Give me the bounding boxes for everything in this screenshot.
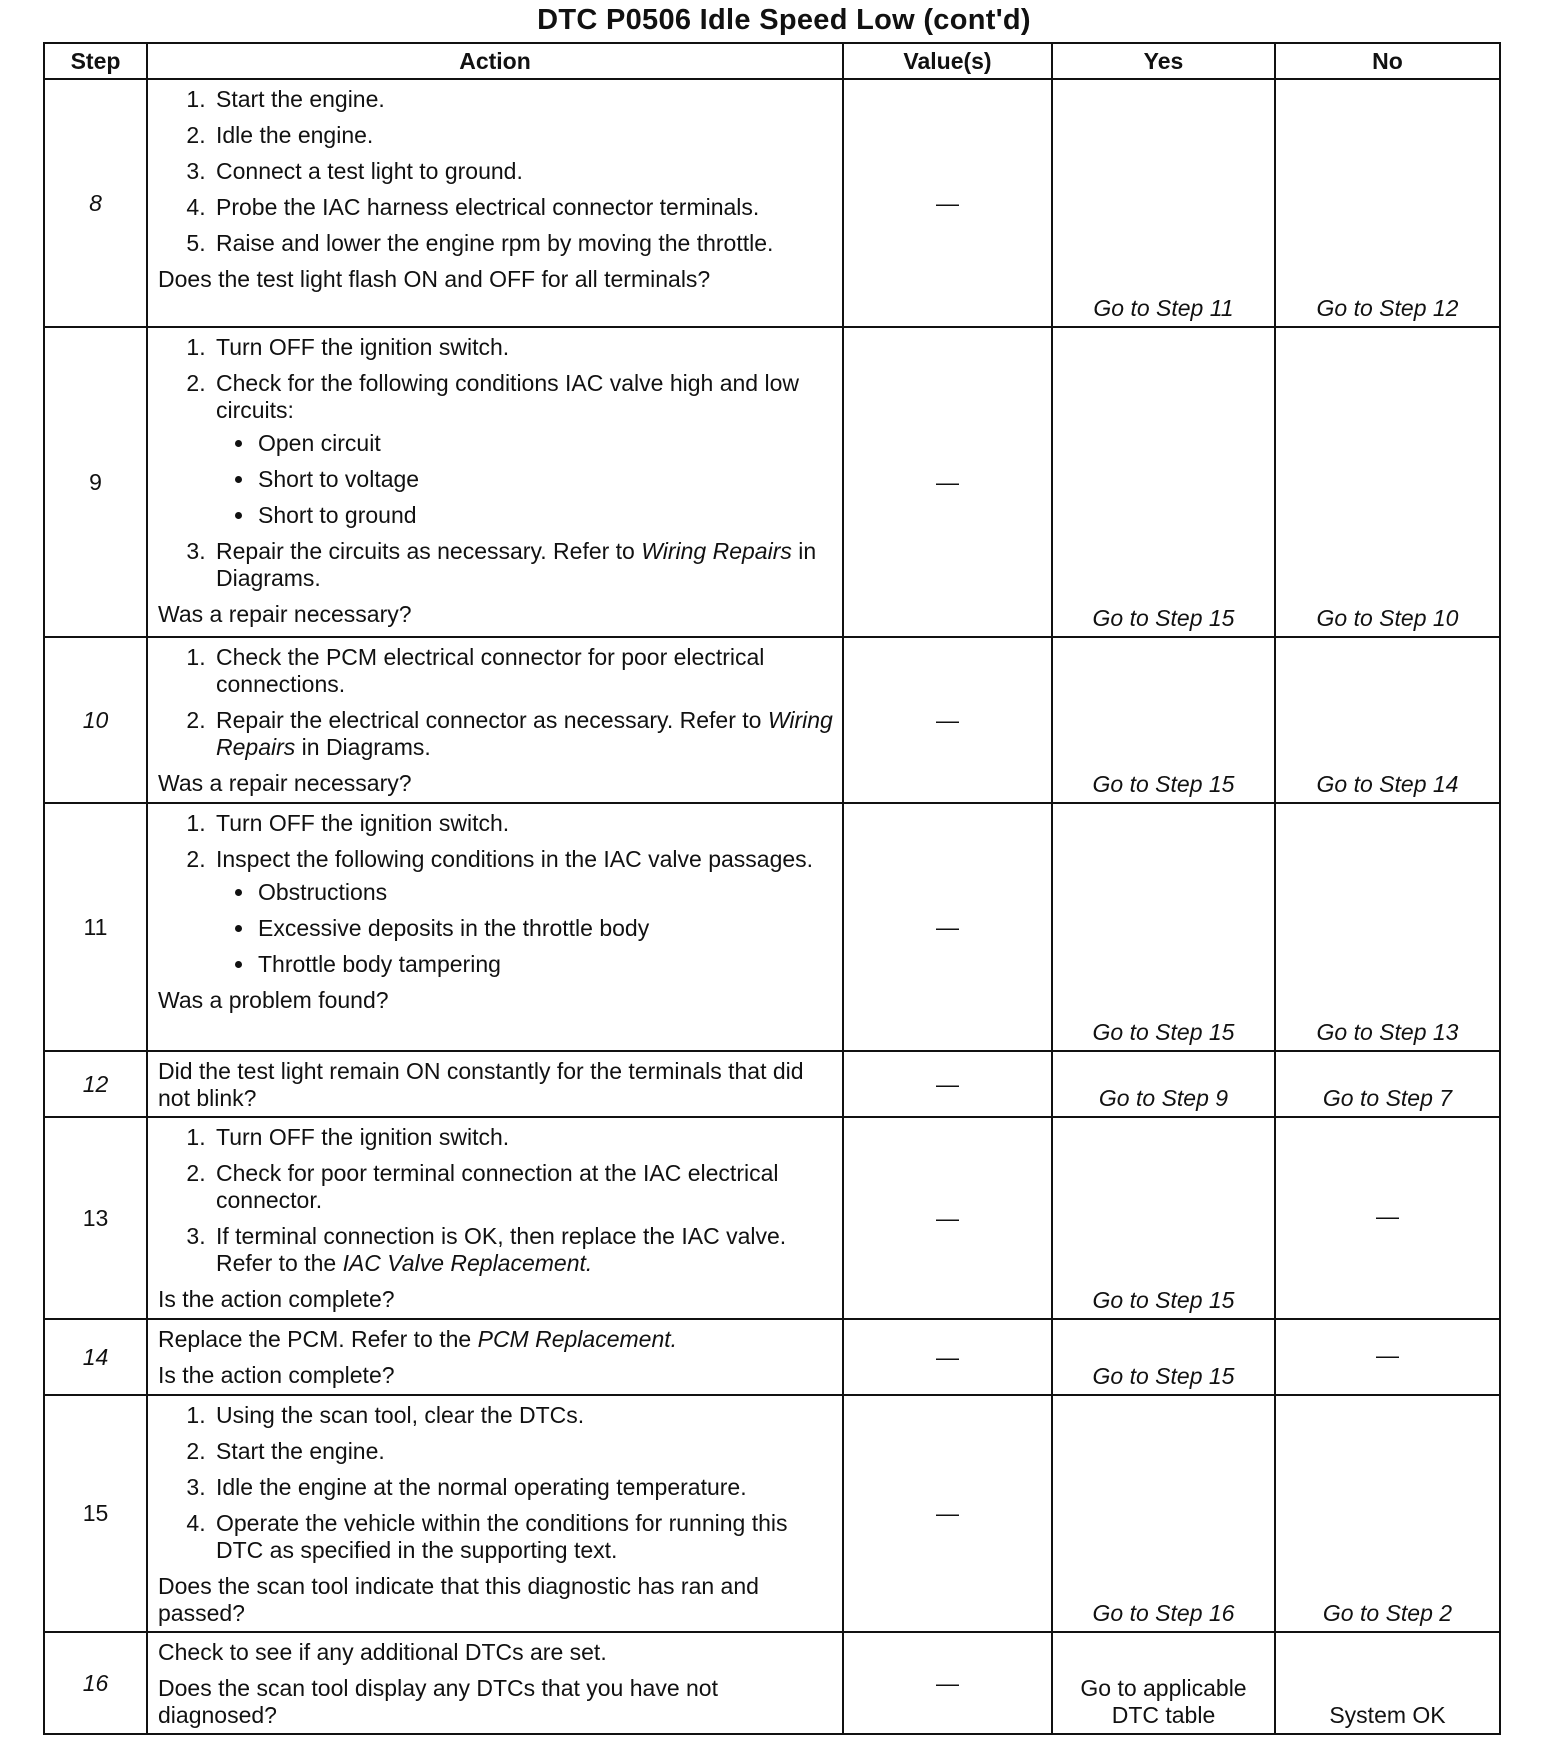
action-cell — [147, 1319, 843, 1395]
action-cell — [147, 1117, 843, 1319]
header-row — [44, 43, 1500, 79]
diagnostic-table — [43, 42, 1501, 1735]
yes-cell: Go to Step 15 — [1052, 637, 1275, 803]
header-action: Action — [147, 43, 843, 79]
reference-text: Wiring Repairs — [641, 538, 792, 564]
value-cell: — — [843, 1395, 1052, 1632]
action-steps — [158, 1402, 836, 1564]
action-question: Does the scan tool display any DTCs that you have not diagnosed? — [158, 1675, 718, 1728]
action-cell — [147, 1632, 843, 1734]
action-question: Does the test light flash ON and OFF for all terminals? — [158, 266, 711, 292]
action-cell — [147, 327, 843, 637]
action-step: 5. Raise and lower the engine rpm by moving the throttle. — [212, 230, 836, 257]
action-step-text: Inspect the following conditions in the IAC valve passages. — [216, 846, 814, 872]
action-step: 4. Operate the vehicle within the conditions for running this DTC as specified in the supporting text. — [212, 1510, 836, 1564]
action-step — [212, 707, 836, 761]
action-step-text: Check for the following conditions IAC valve high and low circuits: — [216, 370, 799, 423]
step-number: 12 — [44, 1051, 147, 1117]
action-step: 4. Probe the IAC harness electrical connector terminals. — [212, 194, 836, 221]
header-values: Value(s) — [843, 43, 1052, 79]
action-steps — [158, 644, 836, 761]
table-row — [44, 637, 1500, 803]
action-step: 2. Check for poor terminal connection at the IAC electrical connector. — [212, 1160, 836, 1214]
reference-text: IAC Valve Replacement. — [342, 1250, 593, 1276]
action-step: 1. Turn OFF the ignition switch. — [212, 334, 836, 361]
action-step: 1. Start the engine. — [212, 86, 836, 113]
condition-item: • Obstructions — [256, 879, 836, 906]
value-cell: — — [843, 1319, 1052, 1395]
no-cell: Go to Step 2 — [1275, 1395, 1500, 1632]
action-cell — [147, 637, 843, 803]
condition-list — [216, 879, 836, 978]
action-cell — [147, 1395, 843, 1632]
no-cell: Go to Step 13 — [1275, 803, 1500, 1051]
value-cell: — — [843, 1051, 1052, 1117]
reference-text: PCM Replacement. — [477, 1326, 678, 1352]
step-number: 10 — [44, 637, 147, 803]
step-number: 15 — [44, 1395, 147, 1632]
action-question: Was a problem found? — [158, 987, 389, 1013]
action-question: Was a repair necessary? — [158, 601, 412, 627]
value-cell: — — [843, 327, 1052, 637]
action-question: Does the scan tool indicate that this diagnostic has ran and passed? — [158, 1573, 759, 1626]
yes-cell: Go to Step 15 — [1052, 803, 1275, 1051]
no-cell: Go to Step 7 — [1275, 1051, 1500, 1117]
action-step — [212, 846, 836, 978]
table-row — [44, 1632, 1500, 1734]
action-cell — [147, 1051, 843, 1117]
step-number: 13 — [44, 1117, 147, 1319]
value-cell: — — [843, 1632, 1052, 1734]
action-steps — [158, 86, 836, 257]
table-row — [44, 327, 1500, 637]
reference-text: Wiring Repairs — [216, 707, 833, 760]
action-step: 2. Idle the engine. — [212, 122, 836, 149]
action-question: Is the action complete? — [158, 1362, 395, 1388]
action-cell — [147, 79, 843, 327]
action-step-text: in Diagrams. — [216, 538, 817, 591]
no-cell: Go to Step 12 — [1275, 79, 1500, 327]
condition-item: • Short to ground — [256, 502, 836, 529]
no-cell: System OK — [1275, 1632, 1500, 1734]
value-cell: — — [843, 79, 1052, 327]
no-cell: — — [1275, 1117, 1500, 1319]
step-number: 16 — [44, 1632, 147, 1734]
condition-item: • Excessive deposits in the throttle body — [256, 915, 836, 942]
action-question: Did the test light remain ON constantly for the terminals that did not blink? — [158, 1058, 804, 1111]
table-row — [44, 1051, 1500, 1117]
header-no: No — [1275, 43, 1500, 79]
action-step-text: If terminal connection is OK, then replace the IAC valve. Refer to the — [216, 1223, 787, 1276]
action-steps — [158, 810, 836, 978]
header-yes: Yes — [1052, 43, 1275, 79]
step-number: 14 — [44, 1319, 147, 1395]
action-steps — [158, 1124, 836, 1277]
yes-cell: Go to Step 11 — [1052, 79, 1275, 327]
action-instruction: Check to see if any additional DTCs are set. — [158, 1639, 607, 1665]
yes-cell: Go to Step 15 — [1052, 1319, 1275, 1395]
yes-cell: Go to Step 9 — [1052, 1051, 1275, 1117]
action-step: 1. Using the scan tool, clear the DTCs. — [212, 1402, 836, 1429]
action-step-text: Repair the circuits as necessary. Refer to — [216, 538, 642, 564]
table-row — [44, 803, 1500, 1051]
table-row — [44, 1319, 1500, 1395]
table-row — [44, 1395, 1500, 1632]
action-question: Is the action complete? — [158, 1286, 395, 1312]
step-number: 8 — [44, 79, 147, 327]
page-title: DTC P0506 Idle Speed Low (cont'd) — [537, 4, 1031, 36]
action-step — [212, 1223, 836, 1277]
action-step-text: in Diagrams. — [295, 734, 431, 760]
yes-cell: Go to applicable DTC table — [1052, 1632, 1275, 1734]
action-instruction — [158, 1326, 836, 1353]
condition-item: • Short to voltage — [256, 466, 836, 493]
step-number: 11 — [44, 803, 147, 1051]
yes-cell: Go to Step 16 — [1052, 1395, 1275, 1632]
condition-item: • Throttle body tampering — [256, 951, 836, 978]
action-question: Was a repair necessary? — [158, 770, 412, 796]
yes-cell: Go to Step 15 — [1052, 1117, 1275, 1319]
action-step-text: Replace the PCM. Refer to the — [158, 1326, 478, 1352]
value-cell: — — [843, 637, 1052, 803]
table-row — [44, 79, 1500, 327]
value-cell: — — [843, 1117, 1052, 1319]
header-step: Step — [44, 43, 147, 79]
condition-item: • Open circuit — [256, 430, 836, 457]
value-cell: — — [843, 803, 1052, 1051]
action-step: 2. Start the engine. — [212, 1438, 836, 1465]
condition-list — [216, 430, 836, 529]
no-cell: — — [1275, 1319, 1500, 1395]
action-step: 3. Idle the engine at the normal operating temperature. — [212, 1474, 836, 1501]
action-step — [212, 370, 836, 529]
no-cell: Go to Step 14 — [1275, 637, 1500, 803]
table-row — [44, 1117, 1500, 1319]
yes-cell: Go to Step 15 — [1052, 327, 1275, 637]
action-step: 3. Connect a test light to ground. — [212, 158, 836, 185]
no-cell: Go to Step 10 — [1275, 327, 1500, 637]
action-step: 1. Turn OFF the ignition switch. — [212, 1124, 836, 1151]
action-cell — [147, 803, 843, 1051]
action-step-text: Repair the electrical connector as necessary. Refer to — [216, 707, 768, 733]
step-number: 9 — [44, 327, 147, 637]
action-steps — [158, 334, 836, 592]
action-step: 1. Check the PCM electrical connector for poor electrical connections. — [212, 644, 836, 698]
action-step — [212, 538, 836, 592]
action-step: 1. Turn OFF the ignition switch. — [212, 810, 836, 837]
